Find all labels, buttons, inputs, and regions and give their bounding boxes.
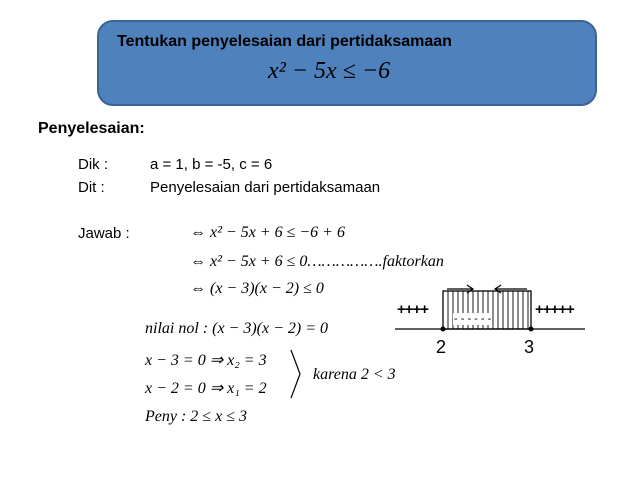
problem-inequality: x² − 5x ≤ −6	[268, 58, 391, 84]
nilai-nol: nilai nol : (x − 3)(x − 2) = 0	[145, 320, 329, 337]
marker-3	[529, 327, 534, 332]
jawab-label: Jawab :	[78, 225, 130, 242]
peny-result: Peny : 2 ≤ x ≤ 3	[145, 408, 247, 425]
direction-arrows	[447, 285, 527, 293]
middle-minus-signs: - - - - - -	[454, 313, 492, 325]
point-label-2: 2	[436, 337, 447, 357]
marker-2	[441, 327, 446, 332]
dit-value: Penyelesaian dari pertidaksamaan	[150, 179, 381, 196]
step-1: ⇔ x² − 5x + 6 ≤ −6 + 6	[190, 224, 345, 241]
root-x2: x − 3 = 0 ⇒ x₂ = 3	[145, 352, 267, 369]
left-plus-signs: ++++	[397, 301, 429, 318]
dik-label: Dik :	[78, 156, 108, 173]
number-line	[395, 283, 585, 363]
step-2: ⇔ x² − 5x + 6 ≤ 0…………….faktorkan	[190, 253, 444, 270]
point-label-3: 3	[524, 337, 535, 357]
karena-note: karena 2 < 3	[313, 366, 396, 383]
right-angle-bracket	[288, 348, 304, 400]
right-plus-signs: +++++	[535, 301, 574, 318]
problem-instruction: Tentukan penyelesaian dari pertidaksamaan	[117, 33, 452, 50]
step-3: ⇔ (x − 3)(x − 2) ≤ 0	[190, 280, 324, 297]
dik-value: a = 1, b = -5, c = 6	[150, 156, 273, 173]
solution-heading: Penyelesaian:	[38, 120, 145, 137]
root-x1: x − 2 = 0 ⇒ x₁ = 2	[145, 380, 267, 397]
dit-label: Dit :	[78, 179, 105, 196]
